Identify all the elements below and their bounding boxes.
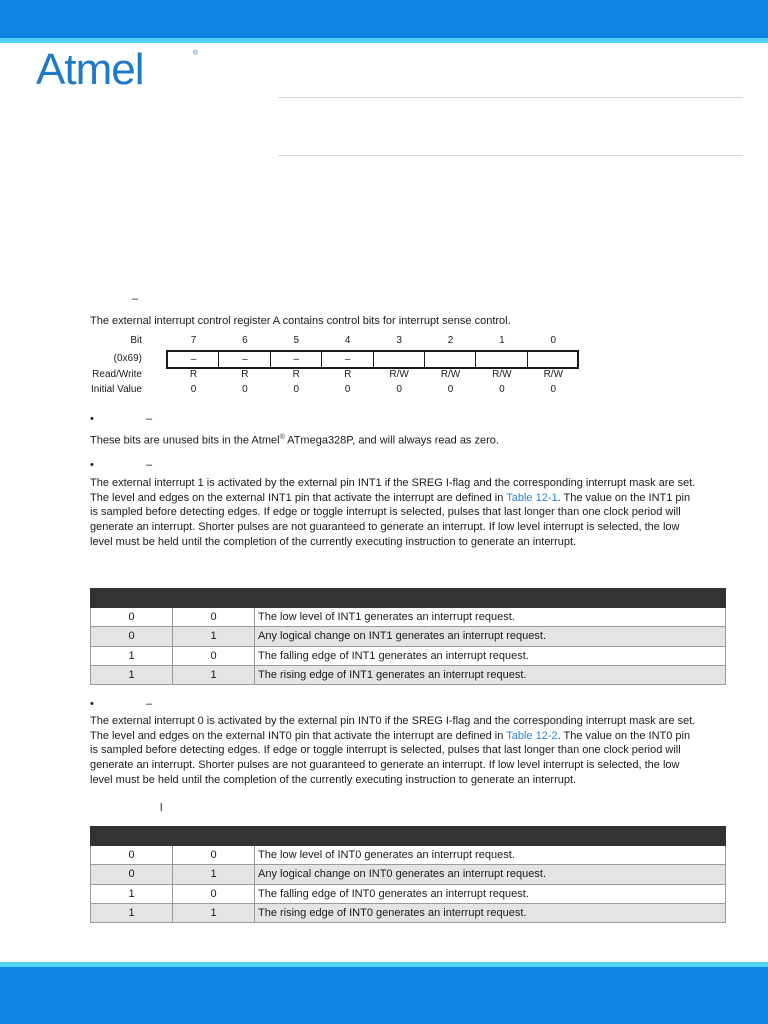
table-12-1-link[interactable]: Table 12-1 [506, 491, 558, 504]
table-header-row [91, 827, 726, 846]
table-row [91, 627, 726, 646]
read-write-value: R [292, 369, 300, 380]
table-row [91, 608, 726, 627]
int0-line-1: The external interrupt 0 is activated by the external pin INT0 if the SREG I-flag and the corresponding interrupt mask are set. [90, 715, 696, 727]
isc-bit-0-cell: 1 [173, 903, 255, 922]
logo-text: Atmel [36, 45, 144, 94]
register-field: – [344, 354, 351, 365]
int1-line-3: is sampled before detecting edges. If edge or toggle interrupt is selected, pulses that last longer than one clock period will [90, 506, 681, 519]
bullet-2-dash: – [146, 459, 153, 471]
int1-line-2-tail: . The value on the INT1 pin [557, 491, 691, 504]
register-divider [218, 352, 219, 367]
read-write-value: R/W [440, 369, 461, 380]
register-field: – [293, 354, 300, 365]
register-divider [270, 352, 271, 367]
initial-value: 0 [190, 384, 197, 395]
bit-number: 1 [499, 335, 505, 346]
int0-line-4: generate an interrupt. Shorter pulses are not guaranteed to generate an interrupt. If low level interrupt is selected, the low [90, 759, 680, 772]
isc-bit-0-cell: 0 [173, 846, 255, 865]
bullet-1: • [90, 413, 94, 425]
bullet-1-dash: – [146, 413, 153, 425]
bullet-3-dash: – [146, 698, 153, 710]
isc-bit-1-cell: 0 [91, 846, 173, 865]
table-row [91, 665, 726, 684]
read-write-value: R [189, 369, 198, 380]
int0-line-2-text: The level and edges on the external INT0 pin that activate the interrupt are defined in [90, 729, 507, 742]
header-rule-top [278, 97, 743, 98]
table-row [91, 865, 726, 884]
int1-line-4: generate an interrupt. Shorter pulses are not guaranteed to generate an interrupt. If low level interrupt is selected, the low [90, 521, 680, 534]
int0-sense-control-table [90, 826, 726, 923]
isc-bit-0-cell: 1 [173, 865, 255, 884]
table-row [91, 646, 726, 665]
header-band [0, 0, 768, 38]
bit-number: 3 [396, 335, 402, 346]
bit-number: 2 [447, 335, 454, 346]
table-12-2-link[interactable]: Table 12-2 [506, 729, 558, 742]
description-cell: The falling edge of INT1 generates an interrupt request. [255, 646, 726, 665]
initial-value: 0 [344, 384, 351, 395]
description-cell: Any logical change on INT0 generates an interrupt request. [255, 865, 726, 884]
register-intro: The external interrupt control register A contains control bits for interrupt sense control. [90, 315, 511, 327]
read-write-value: R [241, 369, 249, 380]
int0-line-3: is sampled before detecting edges. If edge or toggle interrupt is selected, pulses that last longer than one clock period will [90, 744, 681, 757]
register-divider [424, 352, 425, 367]
bit-number: 4 [344, 335, 351, 346]
unused-bits-text [90, 431, 499, 448]
header-rule-bottom [278, 155, 743, 156]
address-label: (0x69) [113, 353, 142, 364]
isc-bit-1-cell: 1 [91, 646, 173, 665]
register-divider [373, 352, 374, 367]
isc-bit-1-cell: 0 [91, 627, 173, 646]
description-cell: The low level of INT1 generates an interrupt request. [255, 608, 726, 627]
isc-bit-0-cell: 0 [173, 646, 255, 665]
bit-number: 0 [550, 335, 557, 346]
read-write-value: R [344, 369, 352, 380]
read-write-value: R/W [543, 369, 564, 380]
initial-value: 0 [293, 384, 300, 395]
bit-number: 7 [190, 335, 197, 346]
int0-description [90, 714, 730, 788]
unused-bits-text-post: ATmega328P, and will always read as zero. [284, 434, 499, 447]
isc-bit-0-cell: 0 [173, 608, 255, 627]
isc-bit-1-cell: 0 [91, 608, 173, 627]
register-field: – [242, 354, 248, 365]
footer-band [0, 967, 768, 1024]
read-write-value: R/W [389, 369, 409, 380]
initial-value-label: Initial Value [91, 384, 142, 395]
description-cell: Any logical change on INT1 generates an interrupt request. [255, 627, 726, 646]
int1-line-5: level must be held until the completion of the currently executing instruction to generate an interrupt. [90, 535, 577, 548]
isc-bit-1-cell: 1 [91, 903, 173, 922]
table-2-caption: l [160, 802, 163, 814]
bit-row-label: Bit [130, 335, 142, 346]
description-cell: The low level of INT0 generates an interrupt request. [255, 846, 726, 865]
initial-value: 0 [550, 384, 557, 395]
table-row [91, 884, 726, 903]
read-write-label: Read/Write [92, 369, 142, 380]
logo-registered-mark: ® [193, 50, 199, 57]
bullet-3: • [90, 698, 94, 710]
int1-sense-control-table [90, 588, 726, 685]
int1-line-1: The external interrupt 1 is activated by the external pin INT1 if the SREG I-flag and the corresponding interrupt mask are set. [90, 477, 696, 489]
initial-value: 0 [396, 384, 402, 395]
description-cell: The rising edge of INT1 generates an interrupt request. [255, 665, 726, 684]
isc-bit-0-cell: 0 [173, 884, 255, 903]
initial-value: 0 [499, 384, 505, 395]
isc-bit-1-cell: 1 [91, 665, 173, 684]
int1-line-2 [90, 491, 730, 506]
register-divider [527, 352, 528, 367]
int0-line-2-tail: . The value on the INT0 pin [557, 729, 691, 742]
register-field: – [190, 354, 197, 365]
description-cell: The falling edge of INT0 generates an interrupt request. [255, 884, 726, 903]
description-cell: The rising edge of INT0 generates an interrupt request. [255, 903, 726, 922]
table-row [91, 846, 726, 865]
table-header-row [91, 589, 726, 608]
int1-line-2-text: The level and edges on the external INT1 pin that activate the interrupt are defined in [90, 491, 507, 504]
register-divider [475, 352, 476, 367]
register-divider [321, 352, 322, 367]
int0-line-5: level must be held until the completion of the currently executing instruction to generate an interrupt. [90, 773, 577, 786]
isc-bit-1-cell: 1 [91, 884, 173, 903]
isc-bit-0-cell: 1 [173, 665, 255, 684]
bullet-2: • [90, 459, 94, 471]
int1-description [90, 476, 730, 550]
int0-line-2 [90, 729, 730, 744]
table-row [91, 903, 726, 922]
header-stripe [0, 38, 768, 43]
registered-mark: ® [279, 434, 285, 441]
register-heading-dash: – [132, 293, 139, 305]
atmel-logo [36, 47, 202, 93]
initial-value: 0 [447, 384, 454, 395]
read-write-value: R/W [492, 369, 512, 380]
unused-bits-text-pre: These bits are unused bits in the Atmel [90, 434, 280, 447]
isc-bit-0-cell: 1 [173, 627, 255, 646]
bit-number: 5 [293, 335, 300, 346]
bit-number: 6 [242, 335, 248, 346]
register-box [166, 350, 579, 369]
isc-bit-1-cell: 0 [91, 865, 173, 884]
initial-value: 0 [242, 384, 248, 395]
